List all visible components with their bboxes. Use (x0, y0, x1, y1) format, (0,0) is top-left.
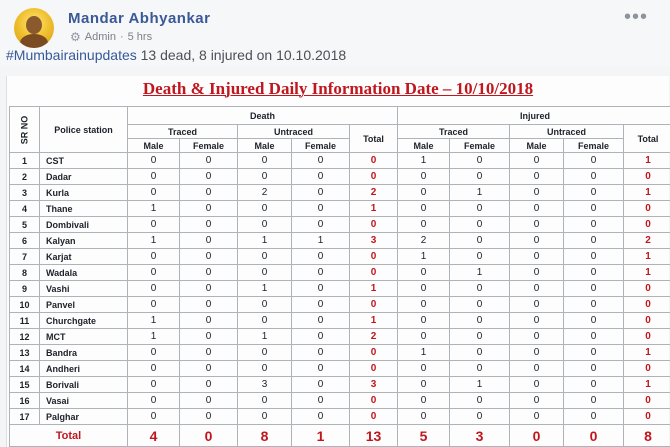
row-value-cell: 0 (510, 265, 564, 281)
table-row (10, 169, 670, 185)
row-value-cell: 0 (398, 297, 450, 313)
row-value-cell: 0 (128, 297, 180, 313)
row-value-cell: 0 (510, 153, 564, 169)
row-value-cell: 0 (128, 409, 180, 425)
row-value-cell: 0 (450, 297, 510, 313)
row-value-cell: 0 (292, 297, 350, 313)
header-female: Female (450, 139, 510, 153)
header-death: Death (128, 107, 398, 125)
row-value-cell: 0 (238, 313, 292, 329)
row-value-cell: 0 (564, 329, 624, 345)
row-value-cell: 0 (398, 377, 450, 393)
header-injured-traced: Traced (398, 125, 510, 139)
row-value-cell: 0 (128, 153, 180, 169)
row-value-cell: 0 (180, 169, 238, 185)
row-value-cell: 0 (292, 265, 350, 281)
row-total-cell: 1 (624, 153, 670, 169)
row-value-cell: 0 (564, 249, 624, 265)
row-value-cell: 0 (238, 201, 292, 217)
row-value-cell: 0 (564, 265, 624, 281)
table-row (10, 201, 670, 217)
author-role: Admin (84, 31, 116, 43)
attached-image-document[interactable] (6, 76, 669, 447)
avatar-face (26, 16, 42, 34)
row-sr-no: 4 (10, 201, 40, 217)
row-value-cell: 0 (510, 281, 564, 297)
meta-separator: · (119, 31, 124, 43)
row-sr-no: 13 (10, 345, 40, 361)
row-value-cell: 1 (238, 233, 292, 249)
row-total-cell: 0 (350, 249, 398, 265)
totals-value-cell: 8 (238, 425, 292, 447)
row-value-cell: 0 (238, 169, 292, 185)
row-sr-no: 7 (10, 249, 40, 265)
header-police-station: Police station (40, 107, 128, 153)
row-value-cell: 1 (238, 329, 292, 345)
header-female: Female (180, 139, 238, 153)
row-total-cell: 2 (624, 233, 670, 249)
row-total-cell: 1 (350, 313, 398, 329)
row-total-cell: 0 (350, 361, 398, 377)
row-value-cell: 0 (292, 313, 350, 329)
header-death-traced: Traced (128, 125, 238, 139)
row-value-cell: 0 (564, 201, 624, 217)
row-total-cell: 3 (350, 377, 398, 393)
table-row (10, 233, 670, 249)
row-station-name: Wadala (40, 265, 128, 281)
row-value-cell: 0 (180, 201, 238, 217)
row-total-cell: 1 (624, 377, 670, 393)
row-sr-no: 12 (10, 329, 40, 345)
row-station-name: Churchgate (40, 313, 128, 329)
header-sr-no: SR NO (10, 107, 40, 153)
row-value-cell: 0 (128, 265, 180, 281)
row-value-cell: 0 (450, 393, 510, 409)
totals-value-cell: 8 (624, 425, 670, 447)
row-value-cell: 0 (564, 345, 624, 361)
row-value-cell: 2 (398, 233, 450, 249)
row-value-cell: 0 (564, 409, 624, 425)
row-value-cell: 0 (398, 185, 450, 201)
row-sr-no: 2 (10, 169, 40, 185)
row-value-cell: 0 (398, 201, 450, 217)
row-value-cell: 0 (180, 217, 238, 233)
row-total-cell: 0 (624, 393, 670, 409)
row-total-cell: 1 (624, 345, 670, 361)
row-value-cell: 0 (292, 329, 350, 345)
table-row (10, 265, 670, 281)
row-value-cell: 0 (450, 249, 510, 265)
header-death-untraced: Untraced (238, 125, 350, 139)
row-total-cell: 3 (350, 233, 398, 249)
row-value-cell: 0 (238, 265, 292, 281)
row-total-cell: 0 (624, 201, 670, 217)
row-value-cell: 0 (450, 409, 510, 425)
row-value-cell: 0 (180, 345, 238, 361)
row-value-cell: 0 (238, 217, 292, 233)
row-value-cell: 0 (128, 217, 180, 233)
row-value-cell: 0 (398, 265, 450, 281)
row-value-cell: 0 (510, 217, 564, 233)
row-value-cell: 0 (564, 297, 624, 313)
row-value-cell: 0 (238, 409, 292, 425)
row-value-cell: 0 (564, 377, 624, 393)
row-sr-no: 15 (10, 377, 40, 393)
document-title: Death & Injured Daily Information Date – 10/10/2018 (142, 79, 534, 98)
row-value-cell: 1 (292, 233, 350, 249)
totals-value-cell: 0 (564, 425, 624, 447)
row-total-cell: 0 (350, 393, 398, 409)
row-value-cell: 0 (510, 233, 564, 249)
totals-value-cell: 5 (398, 425, 450, 447)
table-row (10, 297, 670, 313)
row-value-cell: 0 (510, 345, 564, 361)
row-station-name: CST (40, 153, 128, 169)
row-value-cell: 0 (128, 249, 180, 265)
row-total-cell: 1 (624, 185, 670, 201)
table-row (10, 329, 670, 345)
row-value-cell: 0 (398, 361, 450, 377)
row-sr-no: 5 (10, 217, 40, 233)
row-value-cell: 0 (292, 201, 350, 217)
row-value-cell: 0 (564, 217, 624, 233)
row-total-cell: 0 (350, 345, 398, 361)
totals-value-cell: 13 (350, 425, 398, 447)
row-value-cell: 0 (128, 393, 180, 409)
row-total-cell: 1 (350, 281, 398, 297)
row-value-cell: 0 (292, 249, 350, 265)
row-sr-no: 1 (10, 153, 40, 169)
row-value-cell: 0 (128, 377, 180, 393)
row-total-cell: 0 (350, 265, 398, 281)
row-value-cell: 0 (180, 297, 238, 313)
header-male: Male (238, 139, 292, 153)
header-injured-total: Total (624, 125, 670, 153)
row-sr-no: 10 (10, 297, 40, 313)
casualty-table (9, 106, 670, 447)
row-value-cell: 0 (510, 249, 564, 265)
row-value-cell: 0 (292, 345, 350, 361)
row-value-cell: 0 (450, 201, 510, 217)
row-value-cell: 0 (564, 281, 624, 297)
row-value-cell: 0 (128, 185, 180, 201)
row-value-cell: 0 (292, 393, 350, 409)
author-name[interactable]: Mandar Abhyankar (68, 10, 211, 27)
table-row (10, 217, 670, 233)
row-total-cell: 1 (624, 249, 670, 265)
row-value-cell: 1 (238, 281, 292, 297)
row-value-cell: 1 (128, 329, 180, 345)
table-row (10, 393, 670, 409)
row-value-cell: 0 (564, 313, 624, 329)
row-total-cell: 0 (624, 217, 670, 233)
row-total-cell: 0 (624, 329, 670, 345)
row-value-cell: 0 (510, 169, 564, 185)
row-total-cell: 1 (624, 265, 670, 281)
gear-icon: ⚙ (70, 30, 81, 44)
row-sr-no: 17 (10, 409, 40, 425)
row-value-cell: 0 (128, 345, 180, 361)
row-value-cell: 0 (450, 281, 510, 297)
row-station-name: Kurla (40, 185, 128, 201)
row-value-cell: 1 (398, 153, 450, 169)
row-value-cell: 0 (238, 361, 292, 377)
row-value-cell: 0 (564, 169, 624, 185)
table-row (10, 345, 670, 361)
row-total-cell: 0 (624, 409, 670, 425)
post-body-text: 13 dead, 8 injured on 10.10.2018 (136, 47, 347, 63)
row-total-cell: 0 (624, 169, 670, 185)
row-sr-no: 16 (10, 393, 40, 409)
row-total-cell: 0 (350, 169, 398, 185)
row-value-cell: 0 (398, 329, 450, 345)
row-sr-no: 3 (10, 185, 40, 201)
row-sr-no: 9 (10, 281, 40, 297)
row-value-cell: 0 (564, 185, 624, 201)
totals-value-cell: 1 (292, 425, 350, 447)
table-row (10, 249, 670, 265)
row-value-cell: 1 (398, 345, 450, 361)
row-value-cell: 0 (128, 281, 180, 297)
row-total-cell: 2 (350, 185, 398, 201)
row-value-cell: 0 (450, 361, 510, 377)
row-value-cell: 0 (180, 233, 238, 249)
row-value-cell: 0 (398, 169, 450, 185)
row-value-cell: 0 (450, 153, 510, 169)
header-female: Female (292, 139, 350, 153)
row-value-cell: 0 (292, 217, 350, 233)
row-value-cell: 0 (292, 153, 350, 169)
row-station-name: Kalyan (40, 233, 128, 249)
row-value-cell: 0 (398, 281, 450, 297)
totals-value-cell: 0 (180, 425, 238, 447)
row-sr-no: 8 (10, 265, 40, 281)
row-value-cell: 2 (238, 185, 292, 201)
row-station-name: Andheri (40, 361, 128, 377)
row-value-cell: 0 (238, 297, 292, 313)
row-station-name: Vashi (40, 281, 128, 297)
row-value-cell: 0 (292, 377, 350, 393)
row-value-cell: 0 (180, 185, 238, 201)
row-total-cell: 0 (350, 409, 398, 425)
table-row (10, 377, 670, 393)
row-value-cell: 0 (564, 153, 624, 169)
row-value-cell: 0 (292, 169, 350, 185)
row-value-cell: 0 (450, 329, 510, 345)
row-value-cell: 0 (564, 361, 624, 377)
row-value-cell: 3 (238, 377, 292, 393)
row-value-cell: 1 (450, 265, 510, 281)
row-value-cell: 0 (398, 217, 450, 233)
row-value-cell: 0 (180, 313, 238, 329)
row-value-cell: 0 (510, 361, 564, 377)
row-total-cell: 0 (350, 153, 398, 169)
row-value-cell: 0 (238, 345, 292, 361)
totals-value-cell: 4 (128, 425, 180, 447)
row-value-cell: 1 (450, 185, 510, 201)
row-value-cell: 0 (180, 393, 238, 409)
header-female: Female (564, 139, 624, 153)
row-value-cell: 0 (450, 233, 510, 249)
row-sr-no: 11 (10, 313, 40, 329)
row-value-cell: 0 (180, 329, 238, 345)
row-value-cell: 0 (564, 393, 624, 409)
row-value-cell: 0 (510, 377, 564, 393)
row-value-cell: 0 (238, 153, 292, 169)
row-value-cell: 0 (510, 393, 564, 409)
row-station-name: Borivali (40, 377, 128, 393)
row-station-name: Karjat (40, 249, 128, 265)
row-value-cell: 0 (292, 281, 350, 297)
row-station-name: Bandra (40, 345, 128, 361)
row-value-cell: 0 (450, 217, 510, 233)
row-value-cell: 0 (510, 185, 564, 201)
header-male: Male (510, 139, 564, 153)
row-total-cell: 0 (624, 313, 670, 329)
row-value-cell: 0 (292, 185, 350, 201)
totals-label: Total (10, 425, 128, 447)
table-row (10, 153, 670, 169)
avatar[interactable] (14, 8, 54, 48)
row-value-cell: 0 (292, 409, 350, 425)
row-value-cell: 0 (180, 281, 238, 297)
row-value-cell: 0 (398, 313, 450, 329)
header-male: Male (128, 139, 180, 153)
row-value-cell: 0 (180, 361, 238, 377)
row-value-cell: 0 (128, 169, 180, 185)
row-value-cell: 1 (128, 201, 180, 217)
row-value-cell: 0 (238, 393, 292, 409)
row-value-cell: 0 (510, 409, 564, 425)
header-injured-untraced: Untraced (510, 125, 624, 139)
row-value-cell: 0 (450, 313, 510, 329)
row-total-cell: 0 (350, 297, 398, 313)
row-value-cell: 0 (510, 297, 564, 313)
table-row (10, 313, 670, 329)
row-station-name: Dadar (40, 169, 128, 185)
row-value-cell: 0 (180, 409, 238, 425)
table-row (10, 185, 670, 201)
row-value-cell: 0 (450, 345, 510, 361)
row-sr-no: 6 (10, 233, 40, 249)
row-value-cell: 0 (128, 361, 180, 377)
post-text (6, 47, 346, 63)
row-value-cell: 0 (180, 265, 238, 281)
hashtag-link[interactable]: #Mumbairainupdates (6, 47, 137, 63)
totals-value-cell: 3 (450, 425, 510, 447)
row-total-cell: 0 (624, 361, 670, 377)
row-value-cell: 0 (398, 393, 450, 409)
post-time[interactable]: 5 hrs (127, 31, 153, 43)
row-value-cell: 1 (128, 233, 180, 249)
row-station-name: Thane (40, 201, 128, 217)
row-station-name: Panvel (40, 297, 128, 313)
header-injured: Injured (398, 107, 670, 125)
row-value-cell: 0 (510, 201, 564, 217)
row-station-name: Dombivali (40, 217, 128, 233)
row-value-cell: 0 (292, 361, 350, 377)
row-value-cell: 0 (180, 153, 238, 169)
post-meta (70, 30, 152, 44)
header-male: Male (398, 139, 450, 153)
row-total-cell: 0 (624, 281, 670, 297)
table-row (10, 281, 670, 297)
ellipsis-icon[interactable]: ••• (623, 6, 648, 28)
row-value-cell: 0 (564, 233, 624, 249)
row-value-cell: 1 (398, 249, 450, 265)
row-total-cell: 1 (350, 201, 398, 217)
row-value-cell: 0 (510, 313, 564, 329)
avatar-shoulders (20, 34, 48, 48)
row-value-cell: 1 (450, 377, 510, 393)
row-total-cell: 0 (624, 297, 670, 313)
table-row (10, 409, 670, 425)
row-station-name: MCT (40, 329, 128, 345)
row-value-cell: 0 (450, 169, 510, 185)
row-value-cell: 0 (398, 409, 450, 425)
row-value-cell: 0 (238, 249, 292, 265)
row-station-name: Palghar (40, 409, 128, 425)
totals-value-cell: 0 (510, 425, 564, 447)
header-death-total: Total (350, 125, 398, 153)
row-total-cell: 2 (350, 329, 398, 345)
totals-row (10, 425, 670, 447)
row-value-cell: 0 (180, 377, 238, 393)
row-value-cell: 0 (180, 249, 238, 265)
row-total-cell: 0 (350, 217, 398, 233)
row-station-name: Vasai (40, 393, 128, 409)
row-value-cell: 0 (510, 329, 564, 345)
row-sr-no: 14 (10, 361, 40, 377)
table-row (10, 361, 670, 377)
row-value-cell: 1 (128, 313, 180, 329)
